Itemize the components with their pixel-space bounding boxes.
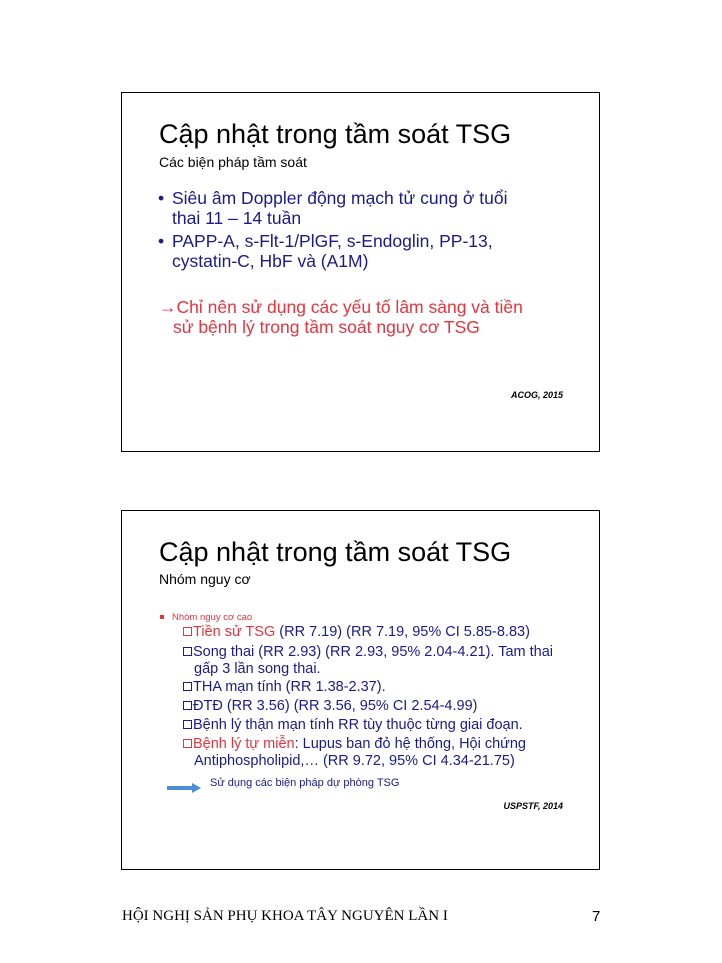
bullet-line: cystatin-C, HbF và (A1M) [172, 251, 369, 271]
conclusion-line: sử bệnh lý trong tầm soát nguy cơ TSG [173, 317, 480, 337]
risk-item [183, 644, 573, 678]
checkbox-bullet-icon [183, 701, 192, 710]
risk-text: THA mạn tính (RR 1.38-2.37). [193, 679, 386, 695]
slide-title: Cập nhật trong tầm soát TSG [159, 537, 512, 567]
slide-subtitle: Nhóm nguy cơ [159, 571, 251, 587]
checkbox-bullet-icon [183, 627, 192, 636]
risk-item [183, 736, 573, 770]
citation: USPSTF, 2014 [503, 801, 563, 811]
risk-text-cont: Antiphospholipid,… (RR 9.72, 95% CI 4.34-21.75) [194, 753, 515, 769]
checkbox-bullet-icon [183, 720, 192, 729]
conclusion-line: Chỉ nên sử dụng các yếu tố lâm sàng và tiền [176, 297, 523, 317]
bullet-item [158, 231, 493, 271]
bullet-item [158, 188, 507, 228]
risk-item [183, 717, 573, 734]
citation: ACOG, 2015 [510, 390, 563, 400]
bullet-dot: • [158, 231, 165, 251]
page-number: 7 [592, 908, 601, 925]
risk-text-cont: gấp 3 lần song thai. [194, 661, 321, 677]
checkbox-bullet-icon [183, 647, 192, 656]
risk-highlight: Bệnh lý tự miễn [193, 736, 295, 752]
right-arrow-icon [167, 783, 201, 793]
right-arrow-icon: → [159, 297, 177, 317]
risk-text: (RR 7.19) (RR 7.19, 95% CI 5.85-8.83) [275, 624, 530, 640]
slide-2 [121, 510, 600, 870]
risk-item [183, 679, 573, 696]
prevention-note: Sử dụng các biện pháp dự phòng TSG [210, 777, 400, 789]
bullet-line: thai 11 – 14 tuần [172, 208, 302, 228]
risk-text: Song thai (RR 2.93) (RR 2.93, 95% 2.04-4.21). Tam thai [193, 644, 554, 660]
bullet-line: Siêu âm Doppler động mạch tử cung ở tuổi [172, 188, 508, 208]
page-footer: HỘI NGHỊ SẢN PHỤ KHOA TÂY NGUYÊN LẦN I [122, 908, 448, 924]
risk-item [183, 624, 573, 641]
bullet-line: PAPP-A, s-Flt-1/PlGF, s-Endoglin, PP-13, [172, 231, 493, 251]
checkbox-bullet-icon [183, 739, 192, 748]
slide-title: Cập nhật trong tầm soát TSG [159, 119, 512, 149]
group-label-text: Nhóm nguy cơ cao [172, 612, 253, 623]
square-bullet-icon [160, 615, 164, 619]
risk-text: Bệnh lý thận mạn tính RR tùy thuộc từng giai đoạn. [193, 717, 523, 733]
bullet-dot: • [158, 188, 165, 208]
checkbox-bullet-icon [183, 682, 192, 691]
slide-subtitle: Các biện pháp tầm soát [159, 154, 307, 170]
risk-highlight: Tiền sử TSG [193, 624, 276, 640]
slide-1 [121, 92, 600, 452]
risk-text: ĐTĐ (RR 3.56) (RR 3.56, 95% CI 2.54-4.99) [193, 698, 478, 714]
group-label [160, 612, 252, 623]
risk-item [183, 698, 573, 715]
risk-text: : Lupus ban đỏ hệ thống, Hội chứng [294, 736, 526, 752]
conclusion [159, 297, 559, 337]
